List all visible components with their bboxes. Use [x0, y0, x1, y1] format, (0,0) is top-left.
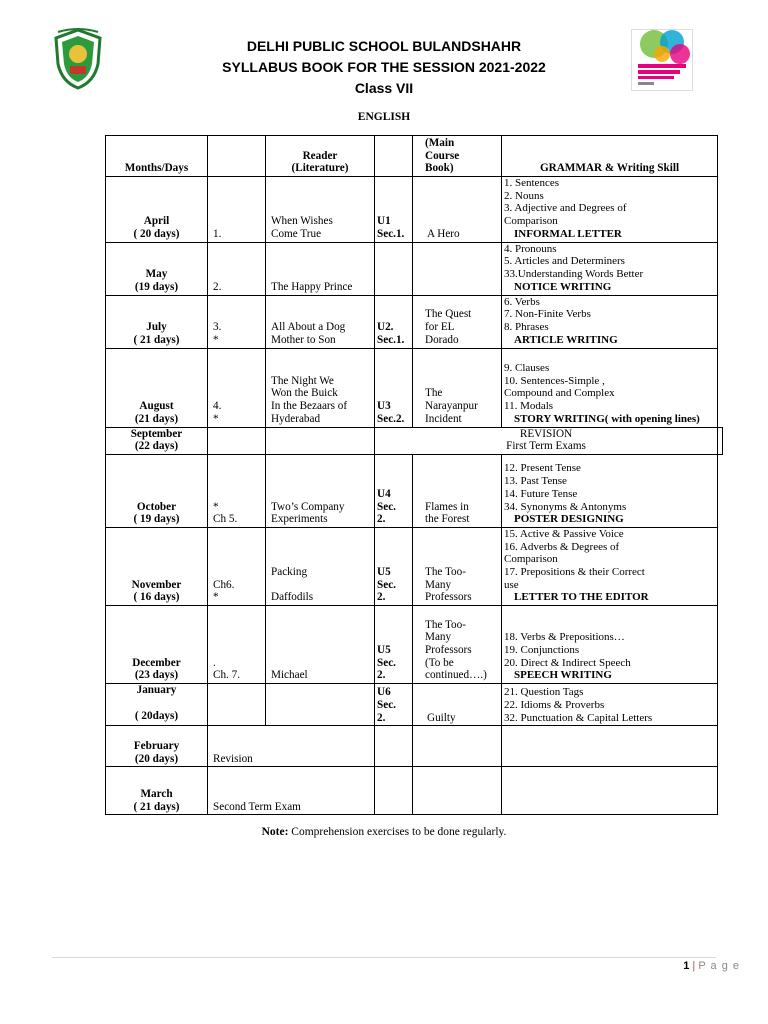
chapter-line: Ch 5. — [213, 513, 238, 526]
reader-line — [271, 579, 372, 592]
header-main-course-line: Book) — [425, 162, 454, 175]
main-course-line: The Too- — [425, 566, 466, 579]
main-course-line: (To be — [425, 656, 454, 669]
note-label: Note: — [261, 826, 289, 838]
term-cell: Second Term Exam — [208, 767, 375, 815]
subject-title: ENGLISH — [357, 111, 411, 123]
header-reader — [266, 136, 375, 177]
month-cell — [106, 427, 208, 454]
revision-cell — [375, 427, 718, 454]
spacer — [108, 697, 205, 710]
table-row — [106, 684, 723, 726]
grammar-line: 16. Adverbs & Degrees of — [504, 540, 620, 553]
writing-skill: ARTICLE WRITING — [514, 333, 618, 346]
page-number: 1 — [683, 960, 690, 972]
grammar-line: 10. Sentences-Simple , — [504, 374, 605, 387]
unit-cell — [375, 684, 413, 726]
syllabus-table — [105, 135, 723, 815]
month-days: ( 20 days) — [133, 227, 180, 240]
term-cell: Revision — [208, 726, 375, 767]
grammar-line: 14. Future Tense — [504, 487, 578, 500]
month-days: (20 days) — [134, 752, 179, 765]
unit-cell — [375, 454, 413, 527]
chapter-line: 2. — [213, 280, 222, 293]
header-months: Months/Days — [106, 136, 208, 177]
chapter-cell — [208, 242, 266, 295]
unit-line: U4 — [377, 487, 391, 500]
main-course-cell — [413, 606, 502, 684]
blank-cell — [375, 726, 413, 767]
main-course-line: Professors — [425, 644, 472, 657]
grammar-line: 3. Adjective and Degrees of — [504, 202, 627, 215]
reader-line: Packing — [271, 566, 308, 579]
grammar-line: 22. Idioms & Proverbs — [504, 698, 605, 711]
month-days: ( 21 days) — [133, 800, 180, 813]
revision-line: First Term Exams — [506, 440, 586, 453]
unit-line: Sec. — [377, 656, 396, 669]
chapter-line: 3. — [213, 321, 222, 334]
main-course-line: A Hero — [427, 227, 460, 240]
reader-line: All About a Dog — [271, 321, 346, 334]
blank-cell — [266, 427, 375, 454]
reader-cell — [266, 177, 375, 243]
grammar-line: 21. Question Tags — [504, 686, 584, 699]
main-course-line: the Forest — [425, 513, 470, 526]
unit-line: Sec.1. — [377, 227, 405, 240]
main-course-line: Professors — [425, 591, 472, 604]
main-course-line: continued….) — [425, 669, 487, 682]
main-course-line: Many — [425, 578, 452, 591]
grammar-line: 12. Present Tense — [504, 462, 581, 475]
grammar-line: 4. Pronouns — [504, 242, 557, 255]
month-days: (21 days) — [134, 412, 179, 425]
reader-line: Mother to Son — [271, 333, 336, 346]
month-cell — [106, 606, 208, 684]
writing-skill: LETTER TO THE EDITOR — [514, 591, 649, 604]
grammar-cell — [502, 527, 718, 605]
blank-cell — [413, 767, 502, 815]
page-footer — [683, 960, 740, 972]
month-cell — [106, 684, 208, 726]
syllabus-title: SYLLABUS BOOK FOR THE SESSION 2021-2022 — [222, 59, 546, 75]
month-days: ( 19 days) — [133, 513, 180, 526]
header-reader-line: Reader — [302, 149, 338, 162]
table-row — [106, 427, 723, 454]
month-name: November — [131, 578, 182, 591]
month-name: July — [146, 321, 167, 334]
unit-line: U6 — [377, 686, 391, 699]
writing-skill: NOTICE WRITING — [514, 280, 612, 293]
chapter-cell — [208, 295, 266, 348]
month-cell — [106, 527, 208, 605]
month-name: May — [145, 268, 168, 281]
chapter-line: 4. — [213, 400, 222, 413]
grammar-line: 11. Modals — [504, 400, 554, 413]
chapter-cell — [208, 684, 266, 726]
note — [0, 826, 768, 838]
table-row — [106, 527, 723, 605]
month-days: ( 20days) — [134, 709, 179, 722]
reader-cell — [266, 348, 375, 427]
grammar-line: Comparison — [504, 553, 558, 566]
reader-line: Experiments — [271, 513, 328, 526]
month-days: ( 16 days) — [133, 591, 180, 604]
table-row — [106, 454, 723, 527]
month-cell — [106, 242, 208, 295]
main-course-cell — [413, 295, 502, 348]
reader-cell — [266, 242, 375, 295]
unit-line: Sec. — [377, 578, 396, 591]
blank-cell — [502, 726, 718, 767]
grammar-cell — [502, 606, 718, 684]
unit-cell — [375, 527, 413, 605]
chapter-cell — [208, 454, 266, 527]
grammar-line: 34. Synonyms & Antonyms — [504, 500, 627, 513]
note-text: Comprehension exercises to be done regularly. — [288, 826, 507, 838]
grammar-line: 19. Conjunctions — [504, 644, 580, 657]
reader-line: Won the Buick — [271, 387, 338, 400]
unit-cell — [375, 242, 413, 295]
main-course-line: The Too- — [425, 618, 466, 631]
writing-skill: SPEECH WRITING — [514, 669, 612, 682]
chapter-line: * — [213, 591, 219, 604]
chapter-line: . — [213, 656, 216, 669]
unit-line: U5 — [377, 644, 391, 657]
month-days: ( 21 days) — [133, 333, 180, 346]
unit-line: Sec.1. — [377, 333, 405, 346]
main-course-cell — [413, 348, 502, 427]
table-row — [106, 242, 723, 295]
grammar-line: 18. Verbs & Prepositions… — [504, 631, 625, 644]
school-name: DELHI PUBLIC SCHOOL BULANDSHAHR — [246, 38, 522, 54]
grammar-line: 8. Phrases — [504, 321, 549, 334]
unit-line: U1 — [377, 215, 391, 228]
month-days: (23 days) — [134, 669, 179, 682]
chapter-line: * — [213, 500, 219, 513]
unit-cell — [375, 295, 413, 348]
table-row — [106, 295, 723, 348]
reader-line: Two’s Company — [271, 500, 345, 513]
grammar-line: Comparison — [504, 215, 558, 228]
main-course-line: The — [425, 387, 443, 400]
grammar-line: 9. Clauses — [504, 362, 550, 374]
grammar-cell — [502, 684, 718, 726]
header-main-course — [413, 136, 502, 177]
month-name: January — [136, 684, 177, 697]
month-cell — [106, 726, 208, 767]
unit-cell — [375, 177, 413, 243]
main-course-line: Incident — [425, 412, 462, 425]
month-days: (19 days) — [134, 280, 179, 293]
grammar-cell — [502, 177, 718, 243]
chapter-cell — [208, 527, 266, 605]
unit-line: U5 — [377, 566, 391, 579]
table-header-row — [106, 136, 723, 177]
grammar-line: 17. Prepositions & their Correct — [504, 566, 645, 579]
unit-line: Sec. — [377, 698, 396, 711]
chapter-cell — [208, 348, 266, 427]
header-main-course-line: Course — [425, 149, 460, 162]
reader-line: Hyderabad — [271, 412, 321, 425]
main-course-cell — [413, 454, 502, 527]
main-course-cell — [413, 177, 502, 243]
unit-line: 2. — [377, 513, 386, 526]
reader-line: The Happy Prince — [271, 280, 353, 293]
grammar-line: 13. Past Tense — [504, 475, 567, 488]
writing-skill: POSTER DESIGNING — [514, 513, 624, 526]
table-row — [106, 606, 723, 684]
grammar-cell — [502, 348, 718, 427]
unit-line: 2. — [377, 711, 386, 724]
reader-line: In the Bezaars of — [271, 400, 348, 413]
header-main-course-line: (Main — [425, 136, 455, 149]
month-cell — [106, 767, 208, 815]
table-row — [106, 177, 723, 243]
table-row — [106, 348, 723, 427]
grammar-cell — [502, 242, 718, 295]
month-cell — [106, 177, 208, 243]
reader-line: Daffodils — [271, 591, 314, 604]
unit-line: 2. — [377, 669, 386, 682]
grammar-line: 32. Punctuation & Capital Letters — [504, 711, 653, 724]
grammar-line: 6. Verbs — [504, 295, 540, 308]
month-cell — [106, 348, 208, 427]
chapter-line: * — [213, 333, 219, 346]
month-name: September — [130, 427, 183, 440]
month-cell — [106, 454, 208, 527]
table-row — [106, 767, 723, 815]
main-course-line: Flames in — [425, 500, 469, 513]
blank-cell — [718, 427, 723, 454]
main-course-cell — [413, 242, 502, 295]
reader-cell — [266, 684, 375, 726]
chapter-cell — [208, 606, 266, 684]
main-course-cell — [413, 527, 502, 605]
grammar-line: 33.Understanding Words Better — [504, 268, 644, 281]
writing-skill: STORY WRITING( with opening lines) — [514, 412, 700, 425]
reader-line: Michael — [271, 669, 308, 682]
footer-separator: | — [692, 960, 696, 972]
unit-line: Sec. — [377, 500, 396, 513]
main-course-line: Dorado — [425, 333, 459, 346]
grammar-cell — [502, 295, 718, 348]
chapter-cell — [208, 177, 266, 243]
unit-line: 2. — [377, 591, 386, 604]
table-row — [106, 726, 723, 767]
grammar-line: 1. Sentences — [504, 177, 559, 189]
month-name: February — [133, 739, 180, 752]
main-course-line: Many — [425, 631, 452, 644]
grammar-line: Compound and Complex — [504, 387, 615, 400]
header-blank — [375, 136, 413, 177]
unit-cell — [375, 606, 413, 684]
class-title: Class VII — [354, 80, 414, 96]
blank-cell — [375, 767, 413, 815]
header-reader-line: (Literature) — [291, 162, 349, 175]
blank-cell — [413, 726, 502, 767]
header-grammar: GRAMMAR & Writing Skill — [502, 136, 718, 177]
main-course-line: The Quest — [425, 308, 472, 321]
month-name: August — [139, 400, 174, 413]
chapter-line: * — [213, 412, 219, 425]
main-course-line: Narayanpur — [425, 400, 478, 413]
header-blank — [208, 136, 266, 177]
unit-line: Sec.2. — [377, 412, 405, 425]
month-days: (22 days) — [134, 440, 179, 453]
grammar-line: 2. Nouns — [504, 189, 544, 202]
blank-cell — [208, 427, 266, 454]
grammar-line: 7. Non-Finite Verbs — [504, 308, 591, 321]
reader-cell — [266, 606, 375, 684]
chapter-line: Ch6. — [213, 578, 235, 591]
unit-line: U2. — [377, 321, 394, 334]
month-cell — [106, 295, 208, 348]
grammar-line: 15. Active & Passive Voice — [504, 527, 624, 540]
month-name: October — [136, 500, 177, 513]
unit-line: U3 — [377, 400, 391, 413]
main-course-cell — [413, 684, 502, 726]
main-course-line: for EL — [425, 321, 455, 334]
revision-line: REVISION — [519, 427, 573, 440]
grammar-line: use — [504, 578, 519, 591]
chapter-line: 1. — [213, 227, 222, 240]
reader-line: When Wishes — [271, 215, 333, 228]
reader-line: Come True — [271, 227, 322, 240]
writing-skill: INFORMAL LETTER — [514, 227, 622, 240]
main-course-line: Guilty — [427, 711, 456, 724]
page-word: P a g e — [698, 960, 740, 972]
reader-cell — [266, 454, 375, 527]
grammar-line: 5. Articles and Determiners — [504, 255, 625, 268]
blank-cell — [502, 767, 718, 815]
month-name: March — [140, 787, 173, 800]
reader-cell — [266, 527, 375, 605]
footer-divider — [52, 957, 716, 958]
chapter-line: Ch. 7. — [213, 669, 241, 682]
month-name: April — [143, 215, 170, 228]
unit-cell — [375, 348, 413, 427]
reader-cell — [266, 295, 375, 348]
month-name: December — [132, 656, 181, 669]
grammar-line: 20. Direct & Indirect Speech — [504, 656, 631, 669]
reader-line: The Night We — [271, 374, 334, 387]
grammar-cell — [502, 454, 718, 527]
